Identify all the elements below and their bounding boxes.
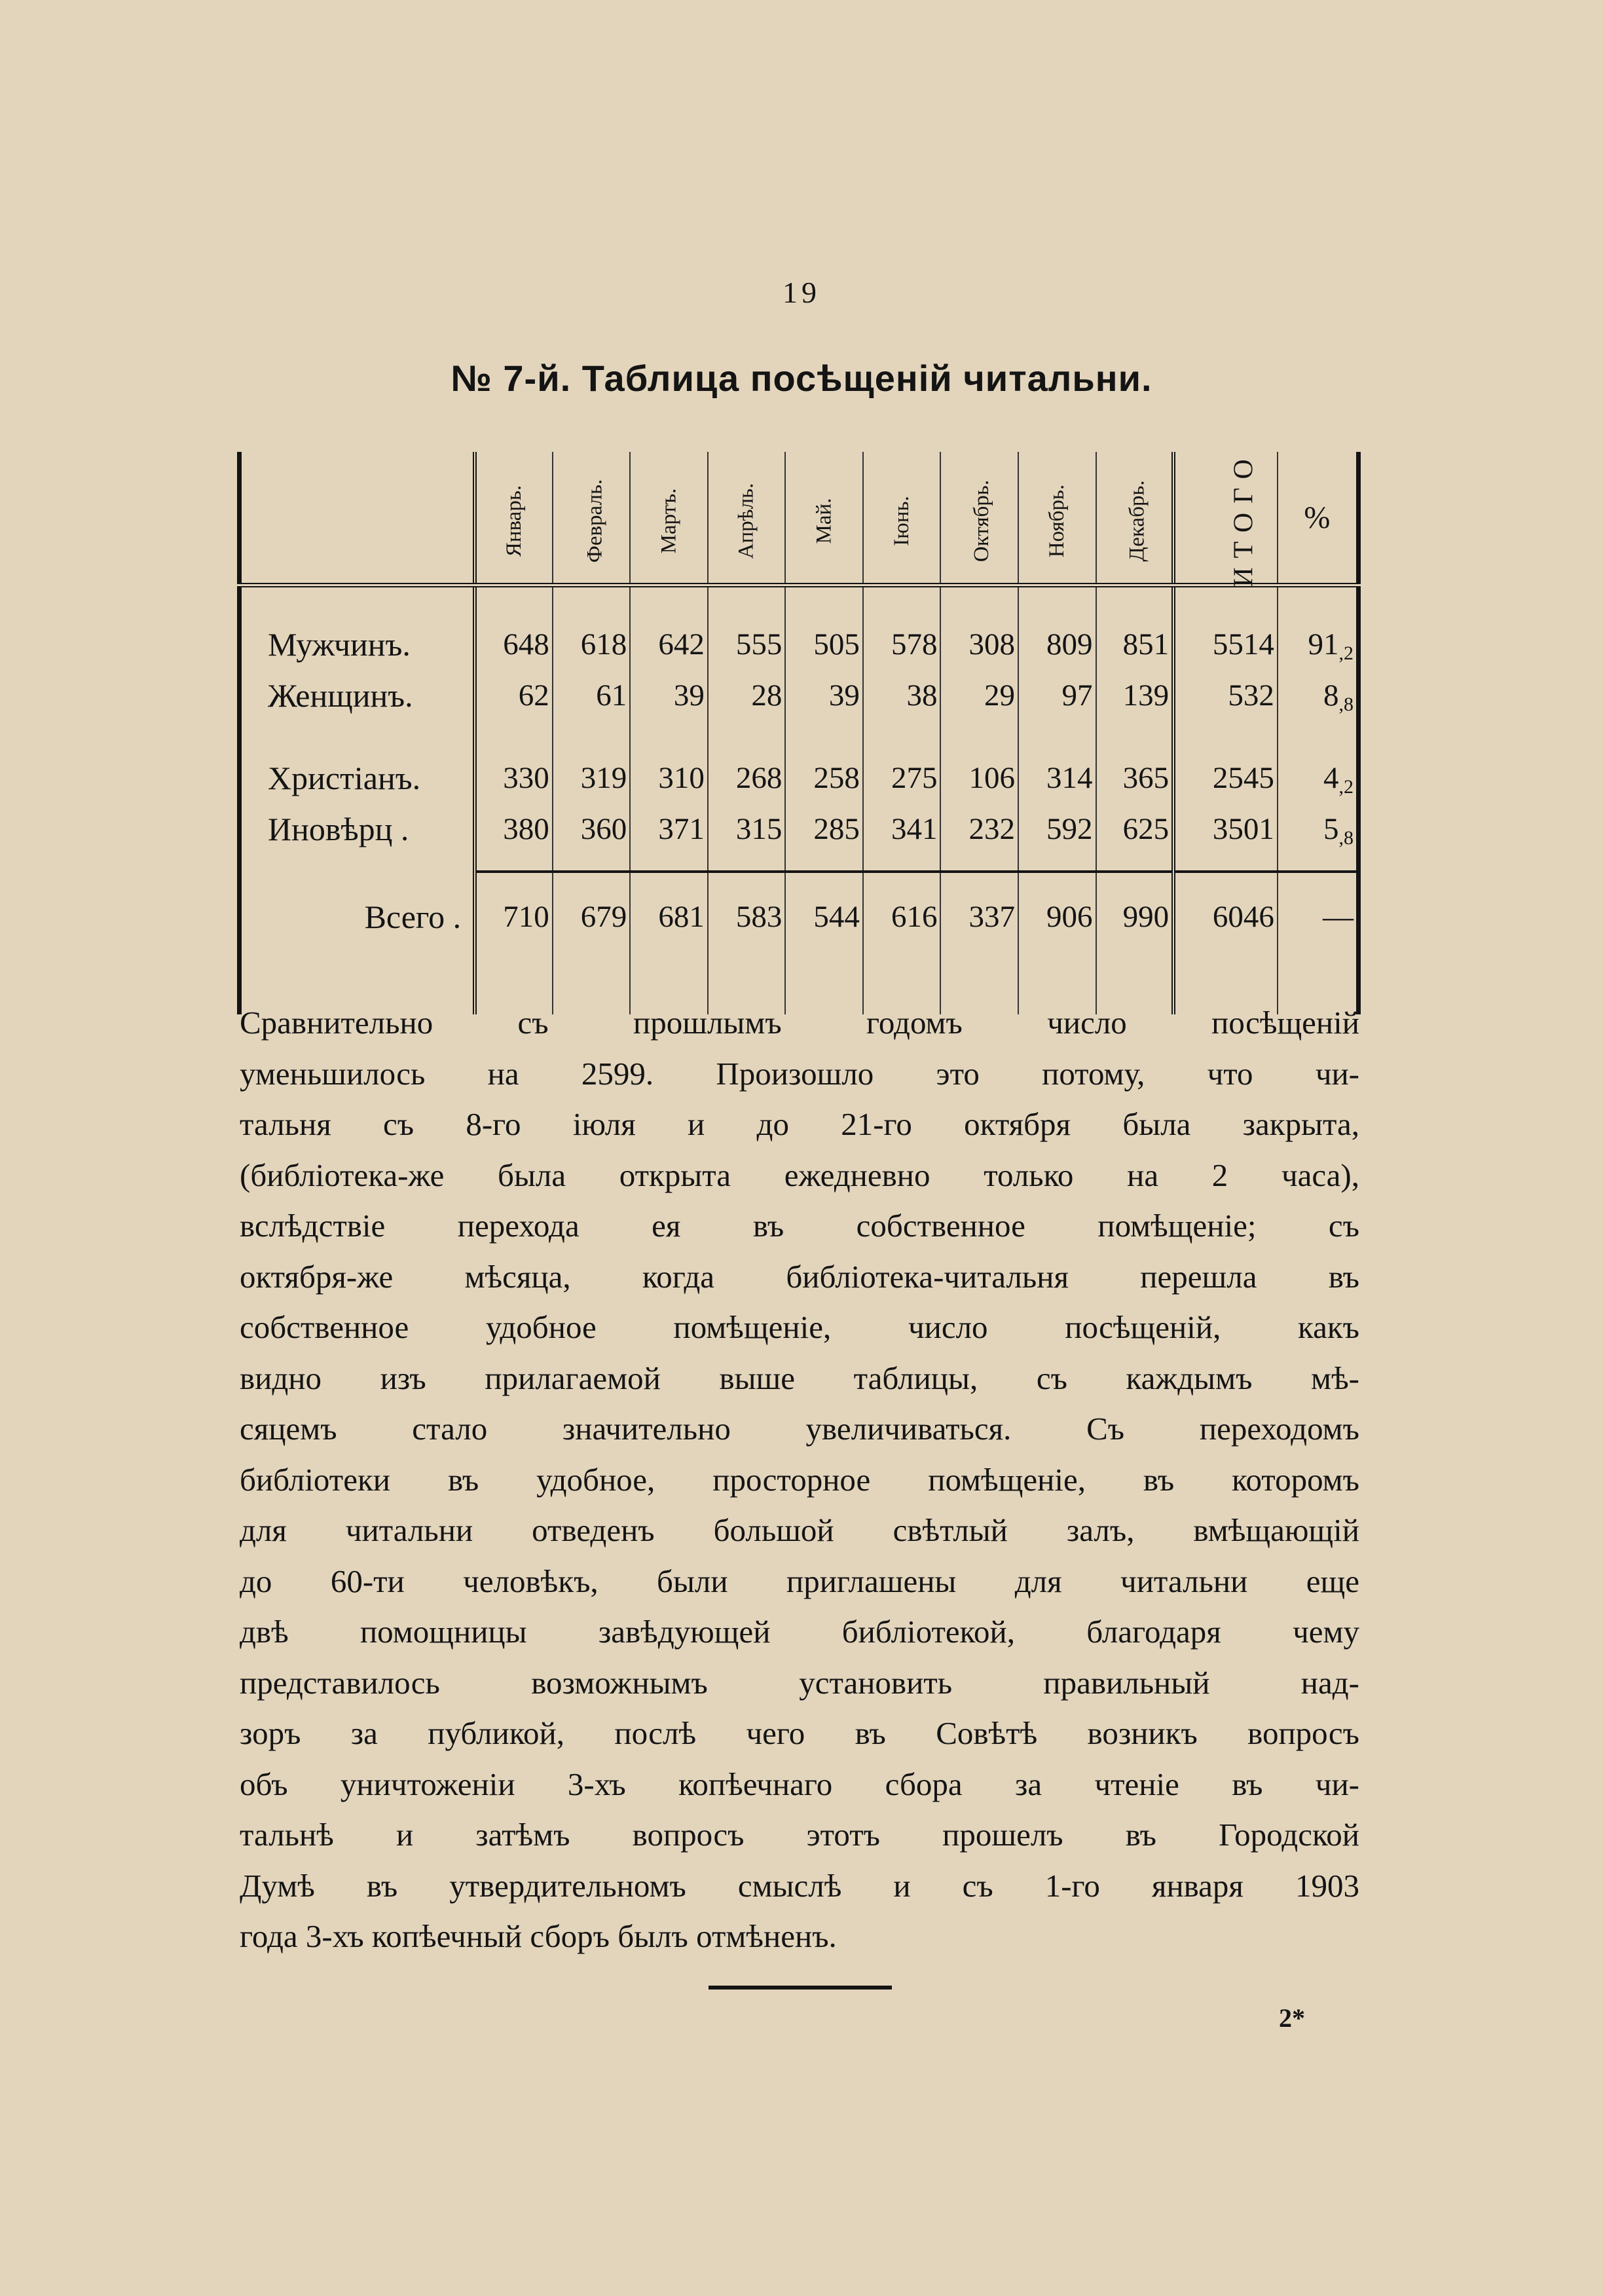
value-cell: 710 xyxy=(475,891,553,942)
spacer-cell xyxy=(475,872,553,891)
value-cell: 578 xyxy=(863,619,941,670)
table-spacer-row xyxy=(240,721,1359,752)
percent-decimal: ,8 xyxy=(1338,827,1354,849)
spacer-cell xyxy=(785,872,863,891)
end-divider xyxy=(709,1986,892,1990)
spacer-cell xyxy=(240,872,475,891)
value-cell: 232 xyxy=(940,804,1018,855)
rule-cell xyxy=(630,855,708,872)
header-percent: % xyxy=(1278,452,1359,585)
value-cell: 29 xyxy=(940,670,1018,721)
text-line: собственное удобное помѣщеніе, число посѣщеній, какъ xyxy=(240,1309,1359,1345)
value-cell: 314 xyxy=(1018,752,1096,804)
table-row-christians xyxy=(240,752,1359,804)
text-line: Думѣ въ утвердительномъ смыслѣ и съ 1-го января 1903 xyxy=(240,1867,1359,1904)
spacer-cell xyxy=(240,721,475,752)
value-cell: 555 xyxy=(708,619,786,670)
value-cell: 616 xyxy=(863,891,941,942)
text-line: сяцемъ стало значительно увеличиваться. Съ переходомъ xyxy=(240,1411,1359,1447)
text-line: до 60-ти человѣкъ, были приглашены для читальни еще xyxy=(240,1563,1359,1599)
spacer-cell xyxy=(1278,721,1359,752)
header-empty-cell xyxy=(240,452,475,585)
spacer-cell xyxy=(1096,721,1174,752)
visits-table-container xyxy=(237,452,1361,992)
header-month-label: Апрѣль. xyxy=(734,483,758,559)
total-cell: 6046 xyxy=(1173,891,1278,942)
spacer-cell xyxy=(1018,872,1096,891)
spacer-cell xyxy=(940,872,1018,891)
table-row-other-faiths xyxy=(240,804,1359,855)
header-month-label: Январь. xyxy=(502,485,526,557)
spacer-cell xyxy=(553,721,631,752)
text-line: тальнѣ и затѣмъ вопросъ этотъ прошелъ въ Городской xyxy=(240,1817,1359,1853)
value-cell: 809 xyxy=(1018,619,1096,670)
value-cell: 681 xyxy=(630,891,708,942)
header-month-label: Октябрь. xyxy=(970,479,994,563)
row-label: Христіанъ. xyxy=(240,752,475,804)
row-label: Мужчинъ. xyxy=(240,619,475,670)
header-month-label: Февраль. xyxy=(582,479,606,563)
spacer-cell xyxy=(1278,872,1359,891)
value-cell: 258 xyxy=(785,752,863,804)
signature-mark: 2* xyxy=(1279,2003,1305,2033)
rule-cell xyxy=(863,855,941,872)
value-cell: 648 xyxy=(475,619,553,670)
value-cell: 310 xyxy=(630,752,708,804)
row-label: Женщинъ. xyxy=(240,670,475,721)
percent-cell xyxy=(1278,670,1359,721)
rule-cell xyxy=(1096,855,1174,872)
spacer-cell xyxy=(863,721,941,752)
spacer-cell xyxy=(1096,872,1174,891)
table-row-men xyxy=(240,619,1359,670)
percent-main: 4 xyxy=(1323,761,1339,795)
value-cell: 38 xyxy=(863,670,941,721)
visits-table xyxy=(237,452,1361,1014)
rule-cell xyxy=(940,855,1018,872)
rule-cell xyxy=(553,855,631,872)
value-cell: 990 xyxy=(1096,891,1174,942)
value-cell: 275 xyxy=(863,752,941,804)
text-line: октября-же мѣсяца, когда библіотека-читальня перешла въ xyxy=(240,1258,1359,1295)
header-total xyxy=(1173,452,1278,585)
rule-cell xyxy=(1278,855,1359,872)
value-cell: 544 xyxy=(785,891,863,942)
header-month xyxy=(630,452,708,585)
header-month-label: Іюнь. xyxy=(889,496,913,546)
spacer-cell xyxy=(863,872,941,891)
text-line: (библіотека-же была открыта ежедневно только на 2 часа), xyxy=(240,1157,1359,1193)
percent-cell xyxy=(1278,804,1359,855)
text-line: Сравнительно съ прошлымъ годомъ число посѣщеній xyxy=(240,1005,1359,1041)
total-cell: 532 xyxy=(1173,670,1278,721)
value-cell: 365 xyxy=(1096,752,1174,804)
total-cell: 5514 xyxy=(1173,619,1278,670)
value-cell: 97 xyxy=(1018,670,1096,721)
header-total-label: ИТОГО xyxy=(1228,450,1259,587)
spacer-cell xyxy=(630,721,708,752)
value-cell: 380 xyxy=(475,804,553,855)
rule-cell xyxy=(1173,855,1278,872)
total-cell: 3501 xyxy=(1173,804,1278,855)
value-cell: 337 xyxy=(940,891,1018,942)
spacer-cell xyxy=(475,585,553,620)
header-month xyxy=(785,452,863,585)
spacer-cell xyxy=(1018,585,1096,620)
spacer-cell xyxy=(475,721,553,752)
value-cell: 39 xyxy=(785,670,863,721)
percent-main: 5 xyxy=(1323,812,1339,846)
header-month xyxy=(863,452,941,585)
value-cell: 360 xyxy=(553,804,631,855)
text-line: тальня съ 8-го іюля и до 21-го октября была закрыта, xyxy=(240,1106,1359,1142)
header-month xyxy=(1018,452,1096,585)
percent-decimal: ,8 xyxy=(1338,694,1354,715)
value-cell: 330 xyxy=(475,752,553,804)
rule-cell xyxy=(1018,855,1096,872)
text-line: вслѣдствіе перехода ея въ собственное помѣщеніе; съ xyxy=(240,1208,1359,1244)
text-line: для читальни отведенъ большой свѣтлый залъ, вмѣщающій xyxy=(240,1512,1359,1548)
rule-cell xyxy=(708,855,786,872)
value-cell: 62 xyxy=(475,670,553,721)
value-cell: 139 xyxy=(1096,670,1174,721)
table-title: № 7-й. Таблица посѣщеній читальни. xyxy=(451,358,1152,399)
body-paragraph xyxy=(240,997,1359,1962)
spacer-cell xyxy=(1018,721,1096,752)
value-cell: 592 xyxy=(1018,804,1096,855)
value-cell: 61 xyxy=(553,670,631,721)
header-month xyxy=(475,452,553,585)
header-month xyxy=(1096,452,1174,585)
header-month-label: Май. xyxy=(812,498,836,544)
spacer-cell xyxy=(1173,872,1278,891)
header-month xyxy=(940,452,1018,585)
text-line: года 3-хъ копѣечный сборъ былъ отмѣненъ. xyxy=(240,1918,837,1954)
total-cell: 2545 xyxy=(1173,752,1278,804)
spacer-cell xyxy=(1173,721,1278,752)
rule-cell xyxy=(785,855,863,872)
spacer-cell xyxy=(708,585,786,620)
spacer-cell xyxy=(630,585,708,620)
spacer-cell xyxy=(240,585,475,620)
spacer-cell xyxy=(708,721,786,752)
percent-main: 91 xyxy=(1308,627,1339,661)
percent-cell xyxy=(1278,752,1359,804)
spacer-cell xyxy=(1173,585,1278,620)
percent-cell: — xyxy=(1278,891,1359,942)
row-label: Всего . xyxy=(240,891,475,942)
header-month-label: Мартъ. xyxy=(657,488,681,554)
value-cell: 308 xyxy=(940,619,1018,670)
table-spacer-row xyxy=(240,585,1359,620)
percent-main: 8 xyxy=(1323,678,1339,713)
spacer-cell xyxy=(785,721,863,752)
value-cell: 268 xyxy=(708,752,786,804)
header-month-label: Декабрь. xyxy=(1125,480,1149,562)
rule-cell xyxy=(475,855,553,872)
value-cell: 625 xyxy=(1096,804,1174,855)
table-spacer-row xyxy=(240,872,1359,891)
value-cell: 851 xyxy=(1096,619,1174,670)
page-number: 19 xyxy=(783,276,820,309)
value-cell: 28 xyxy=(708,670,786,721)
value-cell: 341 xyxy=(863,804,941,855)
table-row-total xyxy=(240,891,1359,942)
table-row-women xyxy=(240,670,1359,721)
text-line: двѣ помощницы завѣдующей библіотекой, благодаря чему xyxy=(240,1614,1359,1650)
row-label: Иновѣрц . xyxy=(240,804,475,855)
text-line: объ уничтоженіи 3-хъ копѣечнаго сбора за чтеніе въ чи- xyxy=(240,1766,1359,1802)
percent-decimal: ,2 xyxy=(1338,776,1354,798)
table-header-row xyxy=(240,452,1359,585)
value-cell: 583 xyxy=(708,891,786,942)
value-cell: 642 xyxy=(630,619,708,670)
spacer-cell xyxy=(553,872,631,891)
text-line: представилось возможнымъ установить правильный над- xyxy=(240,1664,1359,1701)
table-rule-row xyxy=(240,855,1359,872)
value-cell: 39 xyxy=(630,670,708,721)
spacer-cell xyxy=(1278,585,1359,620)
value-cell: 319 xyxy=(553,752,631,804)
value-cell: 285 xyxy=(785,804,863,855)
text-line: библіотеки въ удобное, просторное помѣщеніе, въ которомъ xyxy=(240,1461,1359,1498)
value-cell: 505 xyxy=(785,619,863,670)
text-line: уменьшилось на 2599. Произошло это потому, что чи- xyxy=(240,1055,1359,1092)
value-cell: 618 xyxy=(553,619,631,670)
percent-cell xyxy=(1278,619,1359,670)
text-line: зоръ за публикой, послѣ чего въ Совѣтѣ возникъ вопросъ xyxy=(240,1715,1359,1751)
value-cell: 315 xyxy=(708,804,786,855)
value-cell: 906 xyxy=(1018,891,1096,942)
header-month xyxy=(553,452,631,585)
value-cell: 679 xyxy=(553,891,631,942)
spacer-cell xyxy=(940,585,1018,620)
spacer-cell xyxy=(1096,585,1174,620)
rule-cell xyxy=(240,855,475,872)
header-month-label: Ноябрь. xyxy=(1044,484,1069,558)
spacer-cell xyxy=(553,585,631,620)
text-line: видно изъ прилагаемой выше таблицы, съ каждымъ мѣ- xyxy=(240,1360,1359,1396)
spacer-cell xyxy=(785,585,863,620)
header-month xyxy=(708,452,786,585)
percent-decimal: ,2 xyxy=(1338,642,1354,664)
value-cell: 371 xyxy=(630,804,708,855)
spacer-cell xyxy=(708,872,786,891)
value-cell: 106 xyxy=(940,752,1018,804)
spacer-cell xyxy=(940,721,1018,752)
spacer-cell xyxy=(863,585,941,620)
spacer-cell xyxy=(630,872,708,891)
